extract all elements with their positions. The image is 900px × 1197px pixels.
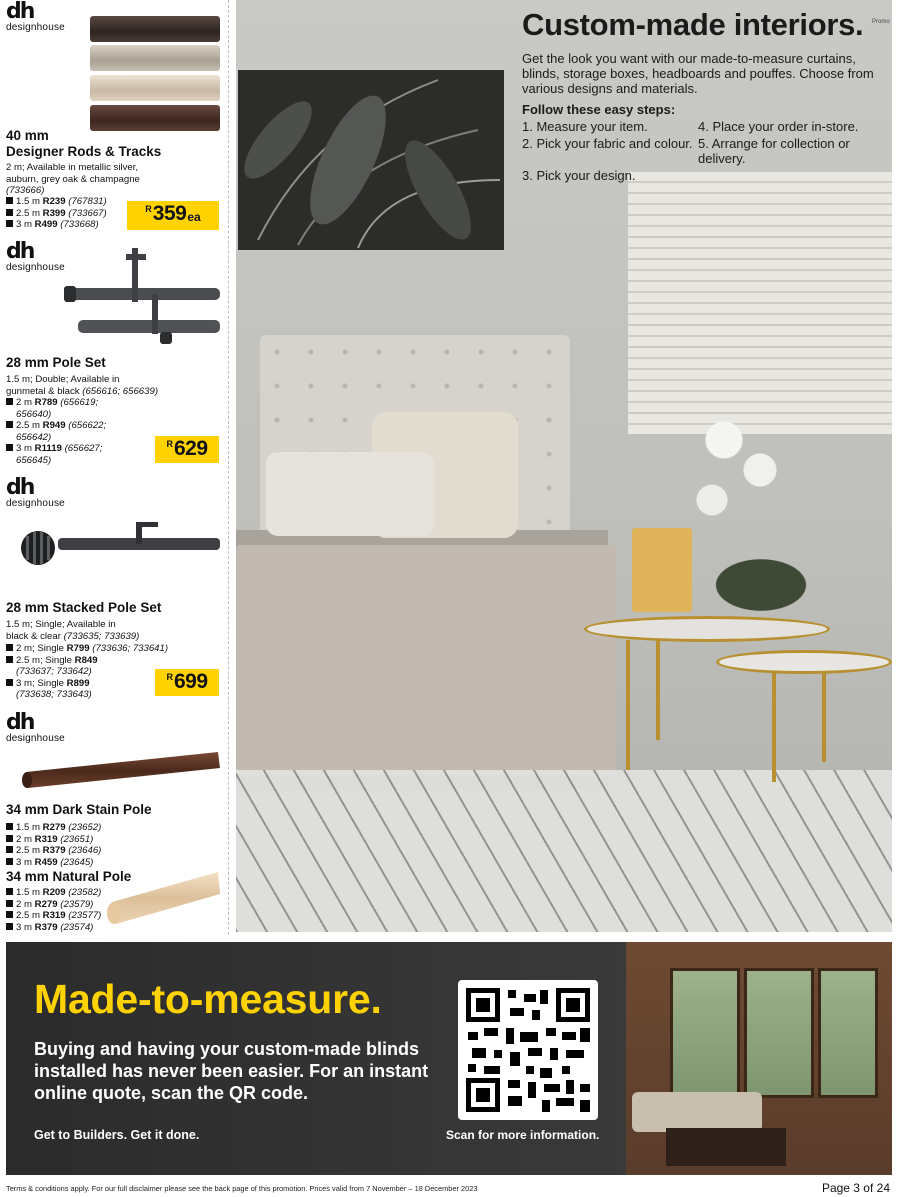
price-badge: [127, 201, 219, 230]
list-item: 2 m R279 (23579): [6, 899, 101, 911]
steps-list: [522, 119, 882, 183]
pillow-striped: [266, 452, 434, 536]
sofa: [632, 1092, 762, 1132]
banner-tagline: Get to Builders. Get it done.: [34, 1128, 200, 1142]
list-item: 2.5 m R379 (23646): [6, 845, 101, 857]
table-leg: [626, 640, 630, 770]
banner-heading: Made-to-measure.: [34, 976, 382, 1022]
price-suffix: ea: [187, 210, 201, 224]
brand-logo: [6, 475, 65, 509]
bedroom-photo: [236, 0, 892, 932]
description-line: 2 m; Available in metallic silver,: [6, 162, 139, 173]
natural-pole-image: [104, 866, 222, 930]
step-item: 1. Measure your item.: [522, 119, 648, 134]
window: [670, 968, 740, 1098]
rod-image-champagne: [90, 75, 220, 101]
brand-logo: [6, 2, 65, 33]
list-item: 2 m R319 (23651): [6, 834, 101, 846]
price-currency: R: [166, 672, 173, 682]
brand-word: designhouse: [6, 733, 65, 744]
brand-mark: dh: [6, 239, 34, 264]
description-line: 1.5 m; Single; Available in: [6, 619, 116, 630]
list-item: 2.5 m; Single R849: [6, 655, 168, 667]
page-number: Page 3 of 24: [821, 1181, 890, 1195]
rod-image-grey-oak: [90, 45, 220, 71]
list-item: 1.5 m R209 (23582): [6, 887, 101, 899]
product-code: (733635; 733639): [63, 630, 140, 642]
table-leg: [772, 672, 776, 782]
size-price-list: [6, 887, 101, 933]
description-line: 1.5 m; Double; Available in: [6, 374, 120, 385]
brand-logo: [6, 710, 65, 744]
table-leg: [656, 640, 660, 740]
price-amount: 359: [152, 202, 187, 225]
product-description: [6, 619, 139, 642]
bed-throw: [236, 545, 616, 775]
terms-disclaimer: Terms & conditions apply. For our full disclaimer please see the back page of this promotion. Prices valid from 7 November – 18 December 2023: [6, 1184, 478, 1193]
window: [818, 968, 878, 1098]
size-price-list: [6, 643, 168, 701]
qr-caption: Scan for more information.: [446, 1128, 600, 1142]
list-item-continued: 656640): [16, 408, 52, 420]
banner-body: Buying and having your custom-made blinds installed has never been easier. For an instant online quote, scan the QR code.: [34, 1039, 429, 1103]
page-title: Custom-made interiors.: [522, 7, 864, 42]
product-title: [6, 355, 106, 371]
product-title-line: 34 mm Dark Stain Pole: [6, 802, 152, 817]
product-title-line: 28 mm Pole Set: [6, 355, 106, 370]
product-title-line: 34 mm Natural Pole: [6, 869, 132, 884]
potted-plant: [691, 545, 831, 625]
leaf-artwork-graphic: [238, 70, 504, 250]
description-line: black & clear: [6, 630, 61, 642]
list-item: 3 m R1119 (656627;: [6, 443, 106, 455]
qr-code[interactable]: [458, 980, 598, 1120]
brand-mark: dh: [6, 710, 34, 735]
product-code: (733666): [6, 185, 45, 197]
side-table-small: [716, 650, 892, 674]
list-item-continued: 656642): [16, 431, 52, 443]
brand-mark: dh: [6, 475, 34, 500]
product-title: [6, 600, 161, 616]
living-room-photo: [626, 942, 892, 1175]
table-leg: [822, 672, 826, 762]
list-item: 2 m R789 (656619;: [6, 397, 106, 409]
brand-mark: dh: [6, 0, 34, 24]
list-item: 2.5 m R399 (733667): [6, 208, 107, 220]
list-item-continued: 656645): [16, 454, 52, 466]
steps-title: Follow these easy steps:: [522, 102, 676, 117]
stacked-pole-image: [18, 516, 222, 578]
list-item-continued: (733638; 733643): [16, 689, 92, 701]
hero-body: Get the look you want with our made-to-measure curtains, blinds, storage boxes, headboards and pouffes. Choose from various designs and materials.: [522, 51, 874, 96]
step-item: 5. Arrange for collection or delivery.: [698, 136, 850, 166]
leaf-artwork: [238, 70, 504, 250]
size-price-list: [6, 397, 106, 467]
brand-word: designhouse: [6, 22, 65, 33]
qr-code-icon: [466, 988, 590, 1112]
list-item: 2 m; Single R799 (733636; 733641): [6, 643, 168, 655]
product-code: (656616; 656639): [82, 385, 159, 397]
price-amount: 699: [173, 670, 208, 693]
product-title: [6, 128, 161, 160]
price-currency: R: [145, 204, 152, 214]
step-item: 4. Place your order in-store.: [698, 119, 859, 134]
list-item: 2.5 m R319 (23577): [6, 910, 101, 922]
size-price-list: [6, 822, 101, 868]
price-currency: R: [166, 439, 173, 449]
list-item: 3 m; Single R899: [6, 678, 168, 690]
step-item: 3. Pick your design.: [522, 168, 636, 183]
coffee-table: [666, 1128, 786, 1166]
list-item: 2.5 m R949 (656622;: [6, 420, 106, 432]
list-item: 3 m R459 (23645): [6, 857, 101, 869]
description-line: auburn, grey oak & champagne: [6, 173, 140, 185]
pole-set-image: [60, 242, 222, 348]
product-title-line: 28 mm Stacked Pole Set: [6, 600, 162, 615]
list-item: 1.5 m R239 (767831): [6, 196, 107, 208]
brand-word: designhouse: [6, 498, 65, 509]
rod-image-auburn: [90, 16, 220, 42]
patterned-rug: [236, 770, 892, 932]
hero-copy: [522, 6, 882, 183]
price-amount: 629: [173, 437, 208, 460]
window: [744, 968, 814, 1098]
product-title: [6, 802, 152, 818]
product-description: [6, 374, 158, 397]
product-column: [0, 0, 226, 935]
column-divider: [228, 0, 229, 935]
product-title-line: 40 mm: [6, 128, 49, 143]
list-item: 3 m R499 (733668): [6, 219, 107, 231]
promo-mark: Promo: [872, 19, 890, 25]
size-price-list: [6, 196, 107, 231]
dark-stain-pole-image: [20, 748, 222, 790]
price-badge: [155, 436, 219, 463]
list-item-continued: (733637; 733642): [16, 666, 92, 678]
product-description: [6, 162, 140, 197]
price-badge: [155, 669, 219, 696]
product-title-line: Designer Rods & Tracks: [6, 144, 162, 159]
step-item: 2. Pick your fabric and colour.: [522, 136, 693, 151]
list-item: 3 m R379 (23574): [6, 922, 101, 934]
brand-word: designhouse: [6, 262, 65, 273]
list-item: 1.5 m R279 (23652): [6, 822, 101, 834]
made-to-measure-banner: [6, 942, 892, 1175]
description-line: gunmetal & black: [6, 385, 80, 397]
brand-logo: [6, 239, 65, 273]
